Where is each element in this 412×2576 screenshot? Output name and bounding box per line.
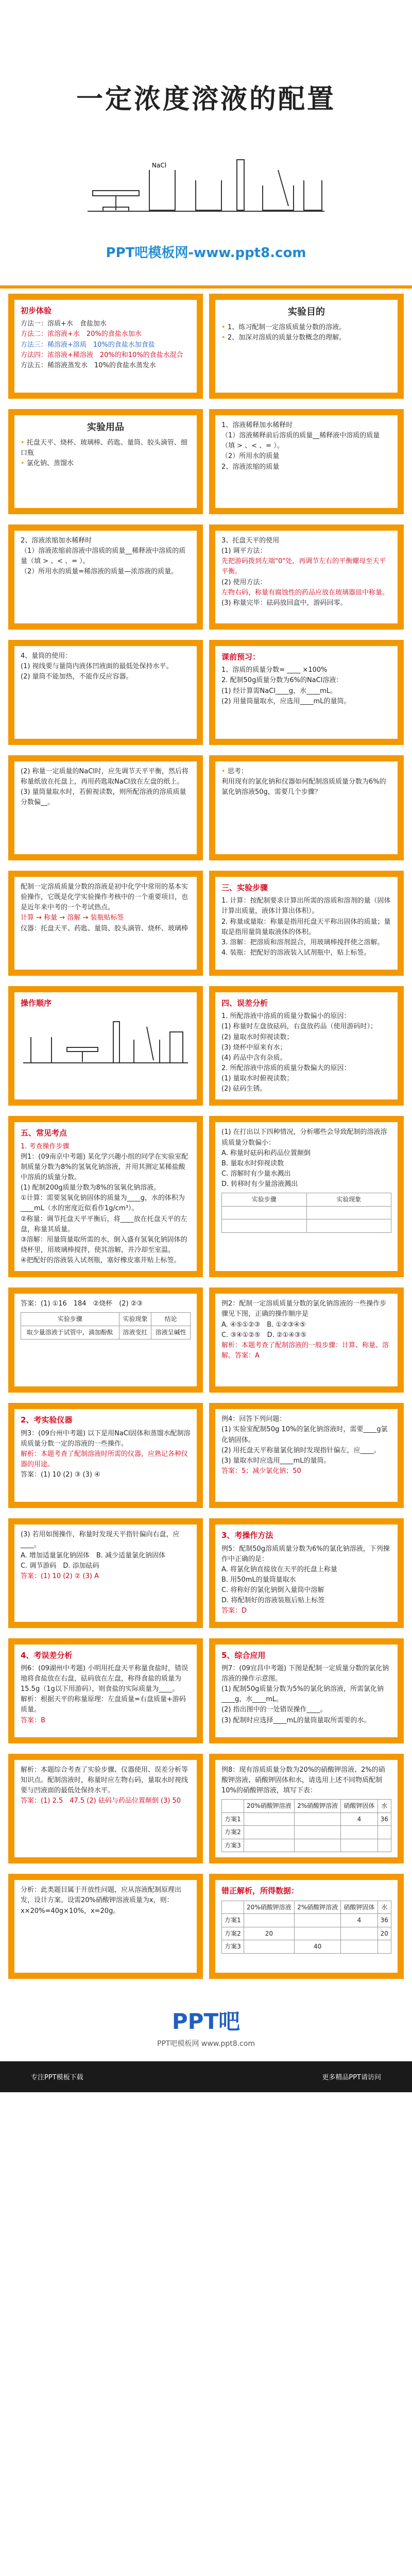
slide-analysis-2 xyxy=(8,1874,203,1979)
text-line: C. ③④①②⑤ D. ②①④③⑤ xyxy=(221,1331,307,1339)
text-line: 左物右码，称量有腐蚀性的药品应放在玻璃器皿中称量。 xyxy=(221,588,389,597)
slide-cylinder-usage xyxy=(8,640,203,745)
end-slide xyxy=(0,1989,412,2092)
text-line: (1) 经计算需NaCl____g，水____mL。 xyxy=(221,687,337,695)
slide-heading: 操作顺序 xyxy=(21,998,52,1008)
slide-row-12 xyxy=(0,1633,412,1749)
text-line: 1、溶质的质量分数= ____ ×100% xyxy=(221,666,328,674)
table-cell xyxy=(294,1812,340,1826)
text-line: 2、溶液浓缩的质量 xyxy=(221,463,280,471)
ppt8-logo: PPT吧 xyxy=(171,2009,241,2035)
text-line: 例1：(09南京中考题) 某化学兴趣小组的同学在实验室配制质量分数为8%的氢氧化钠溶液，并用其测定某稀盐酸中溶质的质量分数。 xyxy=(21,1153,188,1182)
text-line: 利用现有的氯化钠和仪器如何配制溶质质量分数为6%的氯化钠溶液50g，需要几个步骤？ xyxy=(221,778,386,796)
slide-concentration xyxy=(8,524,203,630)
slide-operation-order xyxy=(8,986,203,1106)
slide-row-5 xyxy=(0,750,412,866)
slide-row-6 xyxy=(0,866,412,981)
text-line: 方法三：稀溶液+溶质 10%的食盐水加食盐 xyxy=(21,341,155,349)
text-line: (2) 用托盘天平称量氯化钠时发现指针偏左，应____。 xyxy=(221,1446,381,1454)
slide-example-2 xyxy=(209,1287,404,1393)
text-line: 2. 配制50g质量分数为6%的NaCl溶液： xyxy=(221,676,343,685)
slide-heading: 2、考实验仪器 xyxy=(21,1415,73,1425)
text-line: 例7：(09宜昌中考题) 下图是配制一定质量分数的氯化钠溶液的操作示意图。 xyxy=(221,1664,389,1683)
table-cell: 方案2 xyxy=(222,1826,244,1839)
text-line: (1) 称量时左盘放砝码，右盘放药品（使用游码时）； xyxy=(221,1023,377,1031)
experiment-table xyxy=(21,1312,191,1339)
text-line: (2) 砝码生锈。 xyxy=(221,1085,267,1093)
slide-exam-points xyxy=(8,1116,203,1277)
slide-materials xyxy=(8,409,203,514)
text-line: B. 量取水时仰视读数 xyxy=(221,1159,284,1167)
svg-text:NaCl: NaCl xyxy=(152,162,167,169)
text-line: 解析：根据天平的称量原理：左盘质量=右盘质量+游码质量。 xyxy=(21,1696,186,1714)
text-line: (1) 配制50g质量分数为5%的氯化钠溶液，所需氯化钠____g，水____mL。 xyxy=(221,1685,384,1704)
text-line: （1）溶液浓缩前溶液中溶质的质量__稀释液中溶质的质量（填 > 、< 、= ）。 xyxy=(21,547,186,566)
table-cell: 方案3 xyxy=(222,1940,244,1954)
text-line: • 1、练习配制一定溶质质量分数的溶液。 xyxy=(221,323,391,333)
steps-table xyxy=(221,1193,391,1233)
slide-row-13 xyxy=(0,1749,412,1869)
slide-exam-points-2 xyxy=(209,1116,404,1277)
text-line: 解析：本题综合考查了实验步骤、仪器使用、误差分析等知识点。配制溶液时，称量时应左物右码，量取水时视线要与凹液面的最低处保持水平。 xyxy=(21,1766,188,1794)
footer-subtitle: PPT吧模板网 www.ppt8.com xyxy=(157,2040,255,2048)
slide-heading: 4、考误差分析 xyxy=(21,1650,73,1660)
text-line: 仪器：托盘天平、药匙、量筒、胶头滴管、烧杯、玻璃棒 xyxy=(21,924,188,933)
table-header-cell xyxy=(222,1901,244,1914)
slide-row-2 xyxy=(0,404,412,519)
text-line: (1) 在打出以下四种情况，分析哪些会导致配制的溶液溶质质量分数偏小： xyxy=(221,1128,387,1147)
text-line: 分析：此类题目属于开放性问题，应从溶液配制原理出发，设计方案。设需20%硝酸钾溶液质量为x，则：x×20%=40g×10%，x=20g。 xyxy=(21,1886,182,1915)
table-cell: 溶液呈碱性 xyxy=(151,1326,191,1340)
scheme-table xyxy=(221,1799,391,1852)
table-cell xyxy=(341,1940,377,1954)
text-line: 答案：(1) 10 (2) ② (3) A xyxy=(21,1572,99,1580)
text-line: 1、溶液稀释加水稀释时 xyxy=(221,421,293,429)
slide-row-8 xyxy=(0,1111,412,1282)
text-line: (4) 药品中含有杂质。 xyxy=(221,1054,287,1062)
text-line: 配制一定溶质质量分数的溶液是初中化学中常用的基本实验操作，它既是化学实验操作考核中的一个重要项目，也是近年来中考的一个考试热点。 xyxy=(21,883,188,912)
table-header-cell: 20%硝酸钾溶液 xyxy=(244,1799,294,1812)
text-line: （1）溶液稀释前后溶质的质量__稀释液中溶质的质量（填 > 、< 、= ）。 xyxy=(221,432,380,450)
text-line: (1) 配制200g质量分数为8%的氢氧化钠溶液。 xyxy=(21,1184,161,1192)
text-line: • 2、加深对溶质的质量分数概念的理解。 xyxy=(221,333,391,343)
table-cell xyxy=(244,1812,294,1826)
text-line: C. 将称好的氯化钠倒入量筒中溶解 xyxy=(221,1586,324,1595)
text-line: （2）所用水的质量=稀溶液的质量—浓溶液的质量。 xyxy=(21,568,178,576)
slide-row-4 xyxy=(0,635,412,750)
slide-dilution xyxy=(209,409,404,514)
slide-initial-experience xyxy=(8,294,203,399)
slide-example-4 xyxy=(209,1403,404,1508)
table-header-cell: 20%硝酸钾溶液 xyxy=(244,1901,294,1914)
slide-weighing-question xyxy=(8,1518,203,1628)
text-line: D. 转移时有少量溶液溅出 xyxy=(221,1180,298,1189)
slide-operation-method xyxy=(209,1518,404,1628)
slide-row-9 xyxy=(0,1282,412,1398)
footer-left-text: 专注PPT模板下载 xyxy=(31,2074,83,2082)
text-line: (3) 配制时应选择____mL的量筒量取所需要的水。 xyxy=(221,1716,371,1724)
text-line: (3) 称量完毕：砝码放回盒中，游码回零。 xyxy=(221,599,347,607)
text-line: (2) 指出图中的一处错误操作____。 xyxy=(221,1706,327,1714)
text-line: (3) 若用如图操作，称量时发现天平指针偏向右盘，应____。 xyxy=(21,1531,180,1549)
table-cell xyxy=(294,1826,340,1839)
text-line: （2）所用水的质量 xyxy=(221,452,280,461)
text-line: 方法四：浓溶液+稀溶液 20%的和10%的食盐水混合 xyxy=(21,351,183,359)
table-header-cell: 实验现象 xyxy=(119,1313,151,1326)
table-cell xyxy=(306,1206,391,1219)
slide-correct-answer xyxy=(209,1874,404,1979)
text-line: (3) 量筒量取水时，若俯视读数，则所配溶液的溶质质量分数偏__。 xyxy=(21,788,186,807)
text-line: 例8：现有溶质质量分数为20%的硝酸钾溶液、2%的硝酸钾溶液、硝酸钾固体和水，请选用上述不同物质配制10%的硝酸钾溶液，填写下表： xyxy=(221,1766,385,1794)
text-line: 1. 所配溶液中溶质的质量分数偏小的原因： xyxy=(221,1012,351,1021)
text-line: (1) 视线要与量筒内液体凹液面的最低处保持水平。 xyxy=(21,663,173,671)
table-cell xyxy=(244,1839,294,1852)
text-line: (2) 量取水时仰视读数； xyxy=(221,1033,294,1041)
table-cell: 36 xyxy=(377,1914,391,1927)
text-line: 答案：(1) ①16 184 ②烧杯 (2) ②③ xyxy=(21,1300,143,1308)
slide-weighing xyxy=(8,755,203,860)
table-header-cell: 实验步骤 xyxy=(222,1193,307,1207)
footer-bar xyxy=(0,2061,412,2092)
table-header-cell: 硝酸钾固体 xyxy=(341,1901,377,1914)
text-line: (3) 烧杯中原来有水； xyxy=(221,1043,287,1052)
text-line: 例2：配制一定溶质质量分数的氯化钠溶液的一些操作步骤见下图，正确的操作顺序是 xyxy=(221,1300,387,1318)
slide-row-1 xyxy=(0,289,412,404)
text-line: ①计算：需要氢氧化钠固体的质量为____g，水的体积为____mL（水的密度近似看作1g/cm³）。 xyxy=(21,1194,185,1213)
text-line: 解析：本题考查了配制溶液的一般步骤：计算、称量、溶解。答案：A xyxy=(221,1341,389,1360)
cover-url: PPT吧模板网-www.ppt8.com xyxy=(106,245,306,261)
text-line: 方法一：溶质+水 食盐加水 xyxy=(21,320,107,328)
text-line: ②称量：调节托盘天平平衡后，将____放在托盘天平的左盘，称量其质量。 xyxy=(21,1215,187,1233)
slide-heading: 四、误差分析 xyxy=(221,998,268,1008)
text-line: • 氯化钠、蒸馏水 xyxy=(21,459,191,469)
text-line: 3. 溶解：把溶质和溶剂混合，用玻璃棒搅拌使之溶解。 xyxy=(221,938,384,946)
text-line: 先把游码拨到左端"0"处，再调节左右的平衡螺母至天平平衡。 xyxy=(221,557,386,576)
text-line: ④把配好的溶液装入试剂瓶，塞好橡皮塞并贴上标签。 xyxy=(21,1257,181,1265)
table-cell xyxy=(222,1219,307,1233)
text-line: 答案：(1) 10 (2) ③ (3) ④ xyxy=(21,1471,100,1479)
text-line: 例6：(09湖州中考题) 小明用托盘天平称量食盐时，错误地将食盐放在右盘，砝码放在左盘，称得食盐的质量为15.5g（1g以下用游码），则食盐的实际质量为____。 xyxy=(21,1664,188,1693)
text-line: • 思考： xyxy=(221,767,391,777)
slide-comprehensive xyxy=(209,1638,404,1743)
table-header-cell: 硝酸钾固体 xyxy=(341,1799,377,1812)
text-line: 答案：B xyxy=(21,1716,45,1724)
table-header-cell: 实验步骤 xyxy=(21,1313,119,1326)
table-cell: 方案1 xyxy=(222,1812,244,1826)
text-line: 4. 装瓶：把配好的溶液装入试剂瓶中，贴上标签。 xyxy=(221,948,371,957)
text-line: 答案：(1) 2.5 47.5 (2) 砝码与药品位置颠倒 (3) 50 xyxy=(21,1797,181,1805)
slide-analysis xyxy=(8,1754,203,1864)
table-cell xyxy=(244,1940,294,1954)
slide-steps xyxy=(209,871,404,976)
text-line: 4、量筒的使用： xyxy=(21,652,72,660)
table-header-cell: 2%硝酸钾溶液 xyxy=(294,1799,340,1812)
table-cell xyxy=(341,1927,377,1940)
table-cell: 方案2 xyxy=(222,1927,244,1940)
slide-intro xyxy=(8,871,203,976)
table-cell: 取少量溶液于试管中，滴加酚酞 xyxy=(21,1326,119,1340)
slide-experiment-goal xyxy=(209,294,404,399)
slide-preview xyxy=(209,640,404,745)
text-line: 答案：5；减少氯化钠；50 xyxy=(221,1467,301,1476)
text-line: (3) 量取水时应选用____mL的量筒。 xyxy=(221,1456,331,1465)
footer-right-text: 更多精品PPT请访问 xyxy=(322,2074,381,2082)
table-header-cell: 实验现象 xyxy=(306,1193,391,1207)
slide-row-14 xyxy=(0,1869,412,1984)
text-line: 计算 → 称量 → 溶解 → 装瓶贴标签 xyxy=(21,914,124,922)
slide-row-7 xyxy=(0,981,412,1111)
table-header-cell: 水 xyxy=(377,1799,391,1812)
text-line: 方法二：浓溶液+水 20%的食盐水加水 xyxy=(21,330,142,338)
text-line: (2) 用量筒量取水，应选用____mL的量筒。 xyxy=(221,697,351,705)
text-line: A. 将氯化钠直接放在天平的托盘上称量 xyxy=(221,1565,337,1573)
table-header-cell xyxy=(222,1799,244,1812)
table-cell xyxy=(341,1826,377,1839)
slide-title: 实验目的 xyxy=(288,307,325,317)
slide-heading: 课前预习： xyxy=(221,652,261,662)
table-cell: 溶液变红 xyxy=(119,1326,151,1340)
text-line: C. 溶解时有少量水溅出 xyxy=(221,1170,291,1178)
text-line: (1) 调平方法： xyxy=(221,547,267,555)
text-line: A. 增加适量氯化钠固体 B. 减少适量氯化钠固体 xyxy=(21,1551,166,1560)
table-cell: 方案3 xyxy=(222,1839,244,1852)
slide-thinking xyxy=(209,755,404,860)
text-line: 1. 计算：按配制要求计算出所需的溶质和溶剂的量（固体计算出质量，液体计算出体积）。 xyxy=(221,897,391,916)
slide-heading: 初步体验 xyxy=(21,306,52,315)
slide-error-analysis xyxy=(209,986,404,1106)
slide-heading: 三、实验步骤 xyxy=(221,883,268,892)
table-cell: 20 xyxy=(377,1927,391,1940)
slide-heading: 5、综合应用 xyxy=(221,1650,266,1660)
text-line: (2) 量筒不能加热，不能作反应容器。 xyxy=(21,673,133,681)
text-line: C. 调节游码 D. 添加砝码 xyxy=(21,1562,99,1570)
table-cell xyxy=(306,1219,391,1233)
slide-row-11 xyxy=(0,1513,412,1633)
text-line: D. 将配制好的溶液装瓶后贴上标签 xyxy=(221,1597,325,1605)
slide-row-3 xyxy=(0,519,412,635)
answer-table xyxy=(221,1901,391,1954)
table-header-cell: 结论 xyxy=(151,1313,191,1326)
table-header-cell: 水 xyxy=(377,1901,391,1914)
cover-slide xyxy=(0,0,412,289)
table-cell: 20 xyxy=(244,1927,294,1940)
table-cell xyxy=(244,1914,294,1927)
slide-example-8 xyxy=(209,1754,404,1864)
slide-heading: 五、常见考点 xyxy=(21,1128,67,1138)
cover-title: 一定浓度溶液的配置 xyxy=(76,84,336,115)
slide-row-10 xyxy=(0,1398,412,1513)
slide-answer-1 xyxy=(8,1287,203,1393)
table-cell xyxy=(294,1927,340,1940)
text-line: 2、溶液浓缩加水稀释时 xyxy=(21,537,92,545)
slide-heading: 3、考操作方法 xyxy=(221,1531,273,1540)
text-line: (2) 使用方法： xyxy=(221,578,267,586)
text-line: • 托盘天平、烧杯、玻璃棒、药匙、量筒、胶头滴管、细口瓶 xyxy=(21,438,191,459)
text-line: 解析：本题考查了配制溶液时所需的仪器，应熟记各种仪器的用途。 xyxy=(21,1450,188,1468)
text-line: (1) 量取水时俯视读数； xyxy=(221,1075,294,1083)
text-line: A. 称量时砝码和药品位置颠倒 xyxy=(221,1149,311,1157)
operation-order-illustration xyxy=(21,1011,191,1068)
text-line: ③溶解：用量筒量取所需的水，倒入盛有氢氧化钠固体的烧杯里，用玻璃棒搅拌，使其溶解，并冷却至室温。 xyxy=(21,1235,187,1255)
table-cell: 4 xyxy=(341,1914,377,1927)
slide-balance-usage xyxy=(209,524,404,630)
table-cell xyxy=(294,1914,340,1927)
slide-exam-instruments xyxy=(8,1403,203,1508)
text-line: 例3：(09台州中考题) 以下是用NaCl固体和蒸馏水配制溶质质量分数一定的溶液的一些操作。 xyxy=(21,1429,191,1448)
text-line: 3、托盘天平的使用 xyxy=(221,537,280,545)
table-cell: 4 xyxy=(341,1812,377,1826)
text-line: 2. 称量或量取：称量是指用托盘天平称出固体的质量；量取是指用量筒量取液体的体积。 xyxy=(221,918,391,936)
text-line: (1) 实验室配制50g 10%的氯化钠溶液时，需要____g氯化钠固体。 xyxy=(221,1426,388,1444)
table-cell xyxy=(377,1839,391,1852)
text-line: 1. 考查操作步骤 xyxy=(21,1142,70,1150)
table-cell xyxy=(377,1826,391,1839)
table-cell xyxy=(341,1839,377,1852)
text-line: 例5：配制50g溶质质量分数为6%的氯化钠溶液，下列操作中正确的是： xyxy=(221,1545,390,1563)
slide-title: 实验用品 xyxy=(87,422,124,433)
text-line: (2) 称量一定质量的NaCl时，应先调节天平平衡，然后将称量纸放在托盘上，再用药匙取NaCl放在左盘的纸上。 xyxy=(21,768,188,786)
text-line: 例4：回答下列问题： xyxy=(221,1415,286,1423)
text-line: 答案：D xyxy=(221,1607,247,1615)
table-cell xyxy=(294,1839,340,1852)
slide-error-exam xyxy=(8,1638,203,1743)
table-cell: 36 xyxy=(377,1812,391,1826)
lab-apparatus-illustration xyxy=(82,149,330,216)
slide-heading: 错正解析，所得数据： xyxy=(221,1886,299,1896)
text-line: 2. 所配溶液中溶质的质量分数偏大的原因： xyxy=(221,1064,351,1072)
table-cell xyxy=(377,1940,391,1954)
table-header-cell: 2%硝酸钾溶液 xyxy=(294,1901,340,1914)
text-line: 方法五：稀溶液蒸发水 10%的食盐水蒸发水 xyxy=(21,361,156,369)
table-cell: 40 xyxy=(294,1940,340,1954)
text-line: B. 用50mL的量筒量取水 xyxy=(221,1575,296,1584)
table-cell xyxy=(244,1826,294,1839)
text-line: A. ④⑤①②③ B. ①②③④⑤ xyxy=(221,1320,306,1329)
table-cell: 方案1 xyxy=(222,1914,244,1927)
table-cell xyxy=(222,1206,307,1219)
